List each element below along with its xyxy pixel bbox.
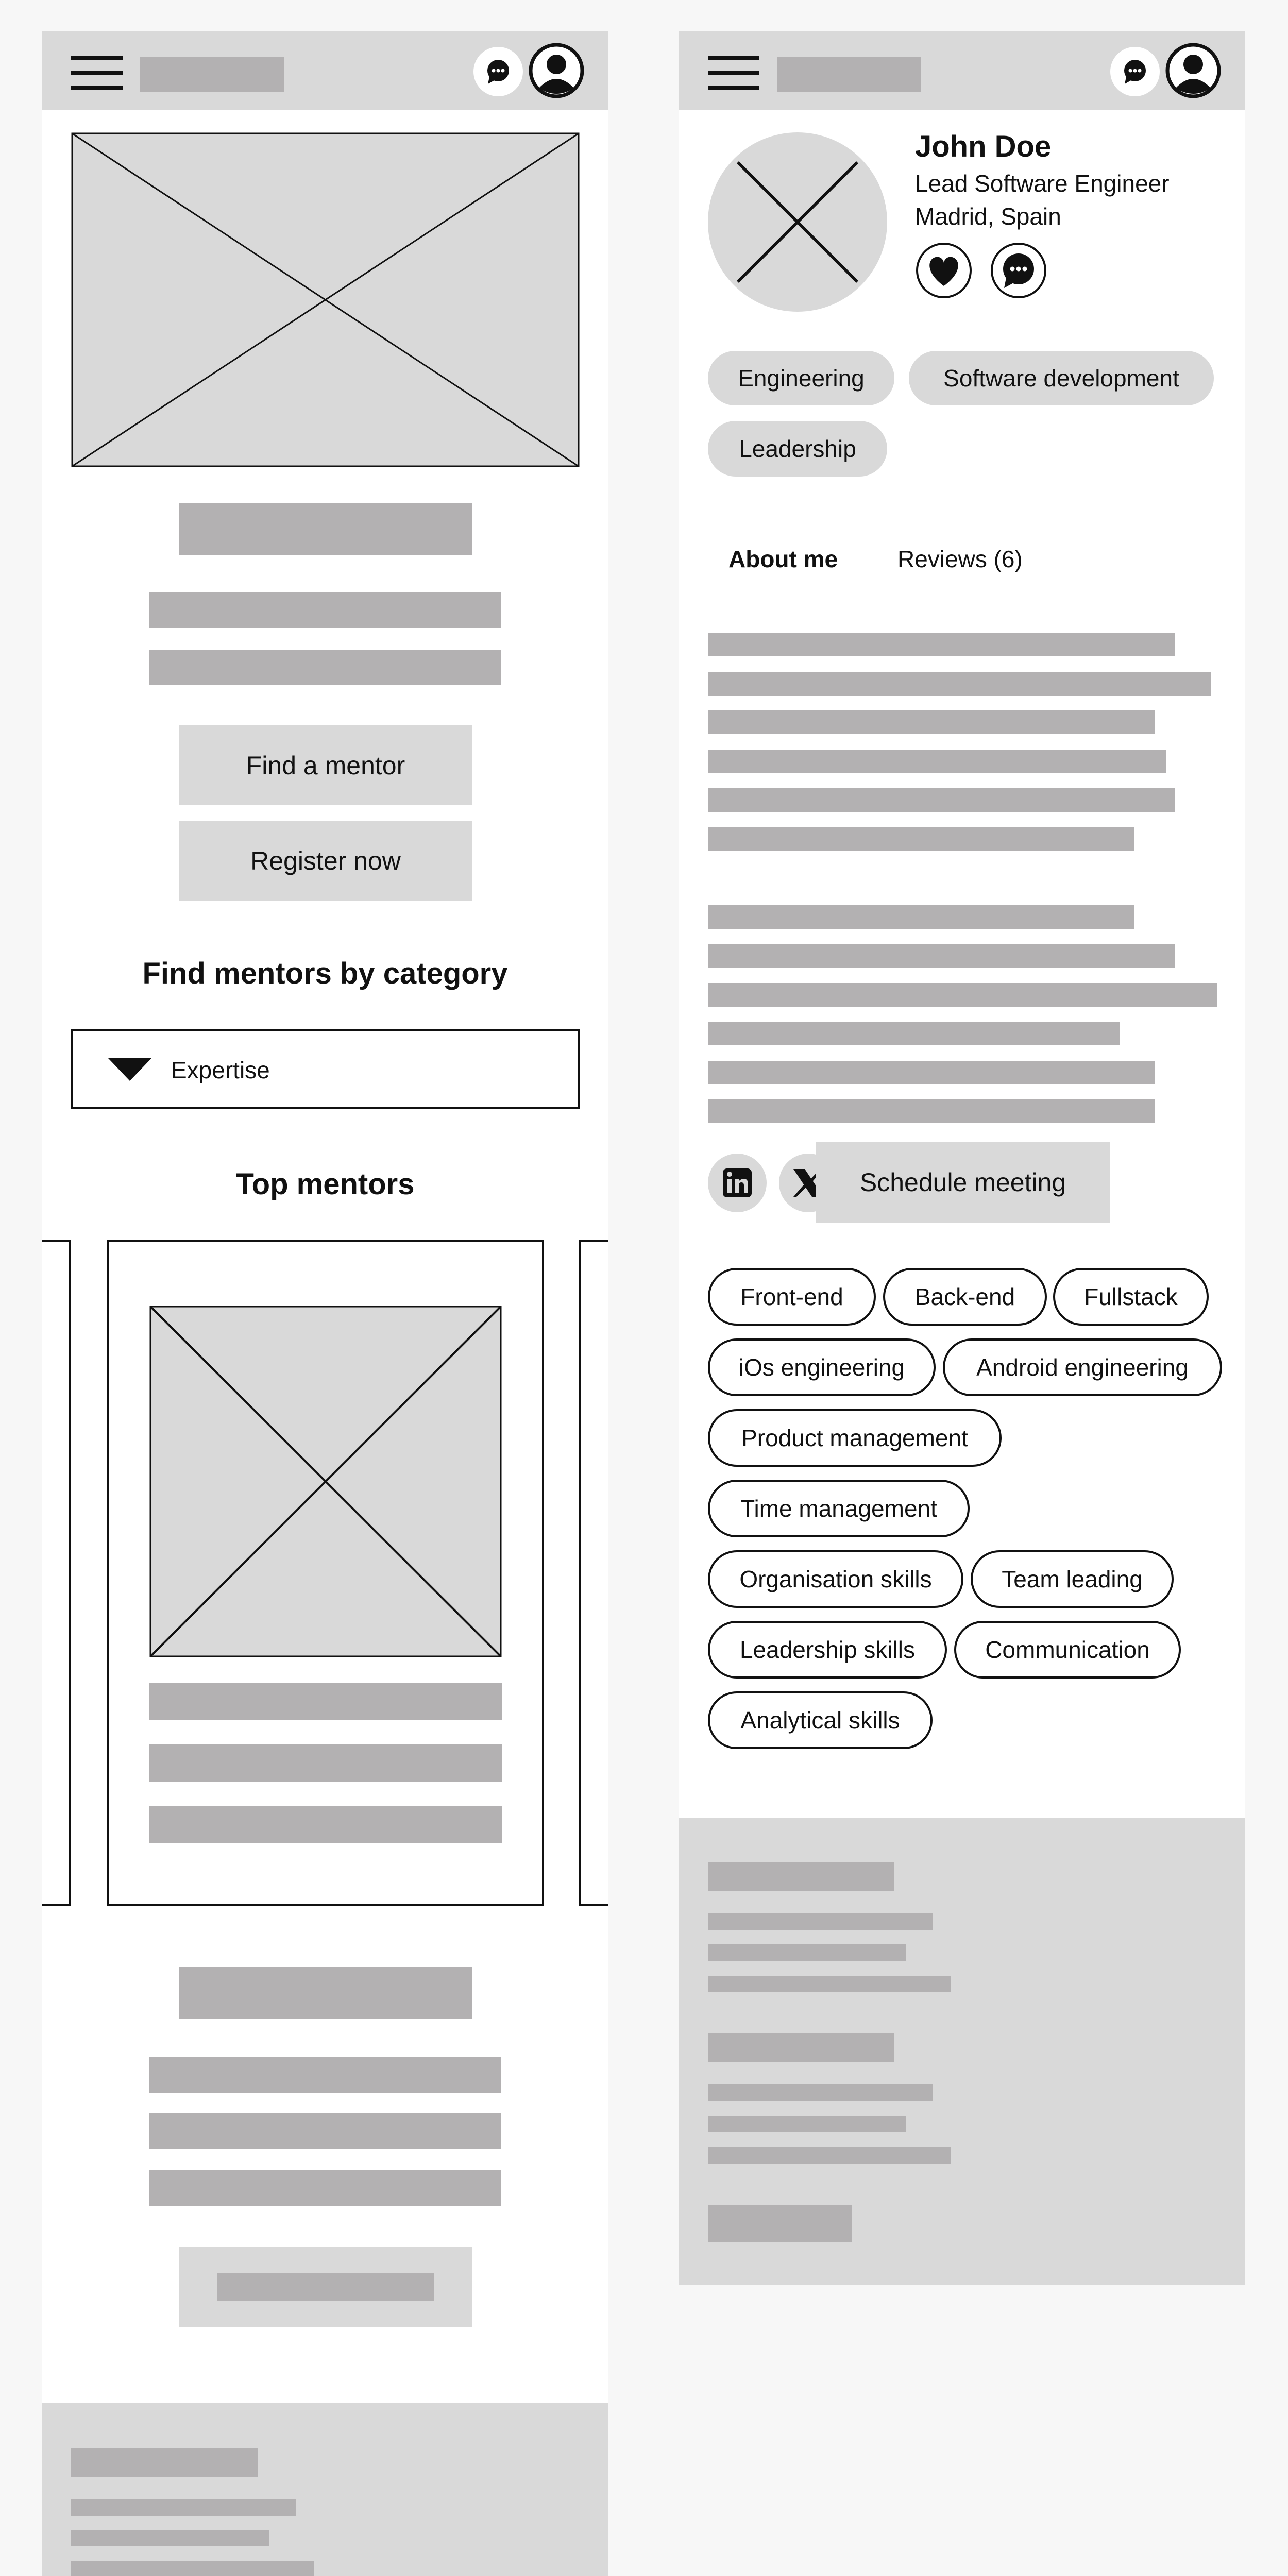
tab-about-me[interactable]: About me (728, 546, 838, 572)
mentor-photo-placeholder (149, 1306, 502, 1657)
category-chip-engineering[interactable]: Engineering (708, 351, 894, 405)
expertise-dropdown[interactable] (71, 1029, 580, 1109)
profile-role: Lead Software Engineer (915, 170, 1170, 197)
footer-link-placeholder[interactable] (708, 1913, 933, 1930)
mentor-text-line (149, 1806, 502, 1843)
user-account-icon[interactable] (529, 43, 584, 98)
footer-link-placeholder[interactable] (71, 2561, 314, 2576)
cta-button[interactable] (179, 2247, 472, 2327)
home-screen (42, 31, 608, 2576)
tab-reviews[interactable]: Reviews (6) (897, 546, 1023, 572)
cta-button-label-placeholder (217, 2273, 434, 2301)
about-text-line (708, 827, 1134, 851)
section-text-line (149, 2113, 501, 2149)
about-text-line (708, 1061, 1155, 1084)
about-text-line (708, 750, 1166, 773)
footer-heading-placeholder (708, 2033, 894, 2062)
footer-logo-placeholder (708, 2205, 852, 2242)
skill-chip[interactable]: Fullstack (1053, 1268, 1209, 1326)
about-text-line (708, 710, 1155, 734)
heart-icon[interactable] (915, 242, 973, 299)
mentor-text-line (149, 1744, 502, 1782)
about-text-line (708, 905, 1134, 929)
skill-chip[interactable]: Front-end (708, 1268, 876, 1326)
section-text-line (149, 2170, 501, 2206)
skill-chip[interactable]: Time management (708, 1480, 970, 1537)
footer-link-placeholder[interactable] (71, 2499, 296, 2516)
message-icon[interactable] (990, 242, 1047, 299)
user-account-icon[interactable] (1165, 43, 1221, 98)
hamburger-menu-icon[interactable] (71, 55, 123, 91)
skill-chip[interactable]: Back-end (883, 1268, 1047, 1326)
category-chip-leadership[interactable]: Leadership (708, 421, 887, 477)
section-text-line (149, 2057, 501, 2093)
footer-link-placeholder[interactable] (708, 1976, 951, 1992)
about-text-line (708, 633, 1175, 656)
mentor-text-line (149, 1683, 502, 1720)
hero-text-line (149, 650, 501, 685)
top-mentors-heading: Top mentors (235, 1167, 415, 1201)
mentor-card[interactable] (107, 1240, 544, 1906)
skill-chip[interactable]: Leadership skills (708, 1621, 947, 1679)
mentor-card-next[interactable] (579, 1240, 608, 1906)
profile-name: John Doe (915, 130, 1052, 163)
profile-location: Madrid, Spain (915, 203, 1061, 230)
about-text-line (708, 1022, 1120, 1045)
footer-link-placeholder[interactable] (708, 2116, 906, 2132)
about-text-line (708, 788, 1175, 812)
footer-link-placeholder[interactable] (71, 2530, 269, 2546)
section-title-placeholder (179, 1967, 472, 2019)
footer-link-placeholder[interactable] (708, 1944, 906, 1961)
expertise-dropdown-label: Expertise (171, 1057, 270, 1083)
about-text-line (708, 672, 1211, 696)
footer-heading-placeholder (71, 2448, 258, 2477)
logo-placeholder (777, 57, 921, 92)
profile-screen (679, 31, 1245, 2285)
skill-chip[interactable]: Team leading (971, 1550, 1174, 1608)
skill-chip[interactable]: Communication (954, 1621, 1181, 1679)
about-text-line (708, 983, 1217, 1007)
home-top-bar (42, 31, 608, 110)
category-chip-software-development[interactable]: Software development (909, 351, 1214, 405)
chat-bubble-icon[interactable] (1109, 46, 1161, 97)
about-text-line (708, 1099, 1155, 1123)
hamburger-menu-icon[interactable] (708, 55, 759, 91)
profile-top-bar (679, 31, 1245, 110)
triangle-down-icon (108, 1058, 151, 1081)
category-heading: Find mentors by category (142, 957, 508, 990)
chat-bubble-icon[interactable] (472, 46, 524, 97)
mentor-card-previous[interactable] (42, 1240, 71, 1906)
profile-footer (679, 1818, 1245, 2285)
logo-placeholder (140, 57, 284, 92)
home-footer (42, 2403, 608, 2576)
hero-text-line (149, 592, 501, 628)
hero-image-placeholder (71, 132, 580, 467)
hero-title-placeholder (179, 503, 472, 555)
about-text-line (708, 944, 1175, 968)
footer-heading-placeholder (708, 1862, 894, 1891)
avatar (708, 132, 887, 312)
footer-link-placeholder[interactable] (708, 2084, 933, 2101)
footer-link-placeholder[interactable] (708, 2147, 951, 2164)
schedule-meeting-button[interactable]: Schedule meeting (816, 1142, 1110, 1223)
linkedin-icon[interactable] (708, 1154, 767, 1212)
skill-chip[interactable]: Organisation skills (708, 1550, 963, 1608)
find-mentor-button[interactable]: Find a mentor (179, 725, 472, 805)
skill-chip[interactable]: iOs engineering (708, 1338, 936, 1396)
register-now-button[interactable]: Register now (179, 821, 472, 901)
skill-chip[interactable]: Product management (708, 1409, 1002, 1467)
skill-chip[interactable]: Android engineering (943, 1338, 1222, 1396)
skill-chip[interactable]: Analytical skills (708, 1691, 933, 1749)
